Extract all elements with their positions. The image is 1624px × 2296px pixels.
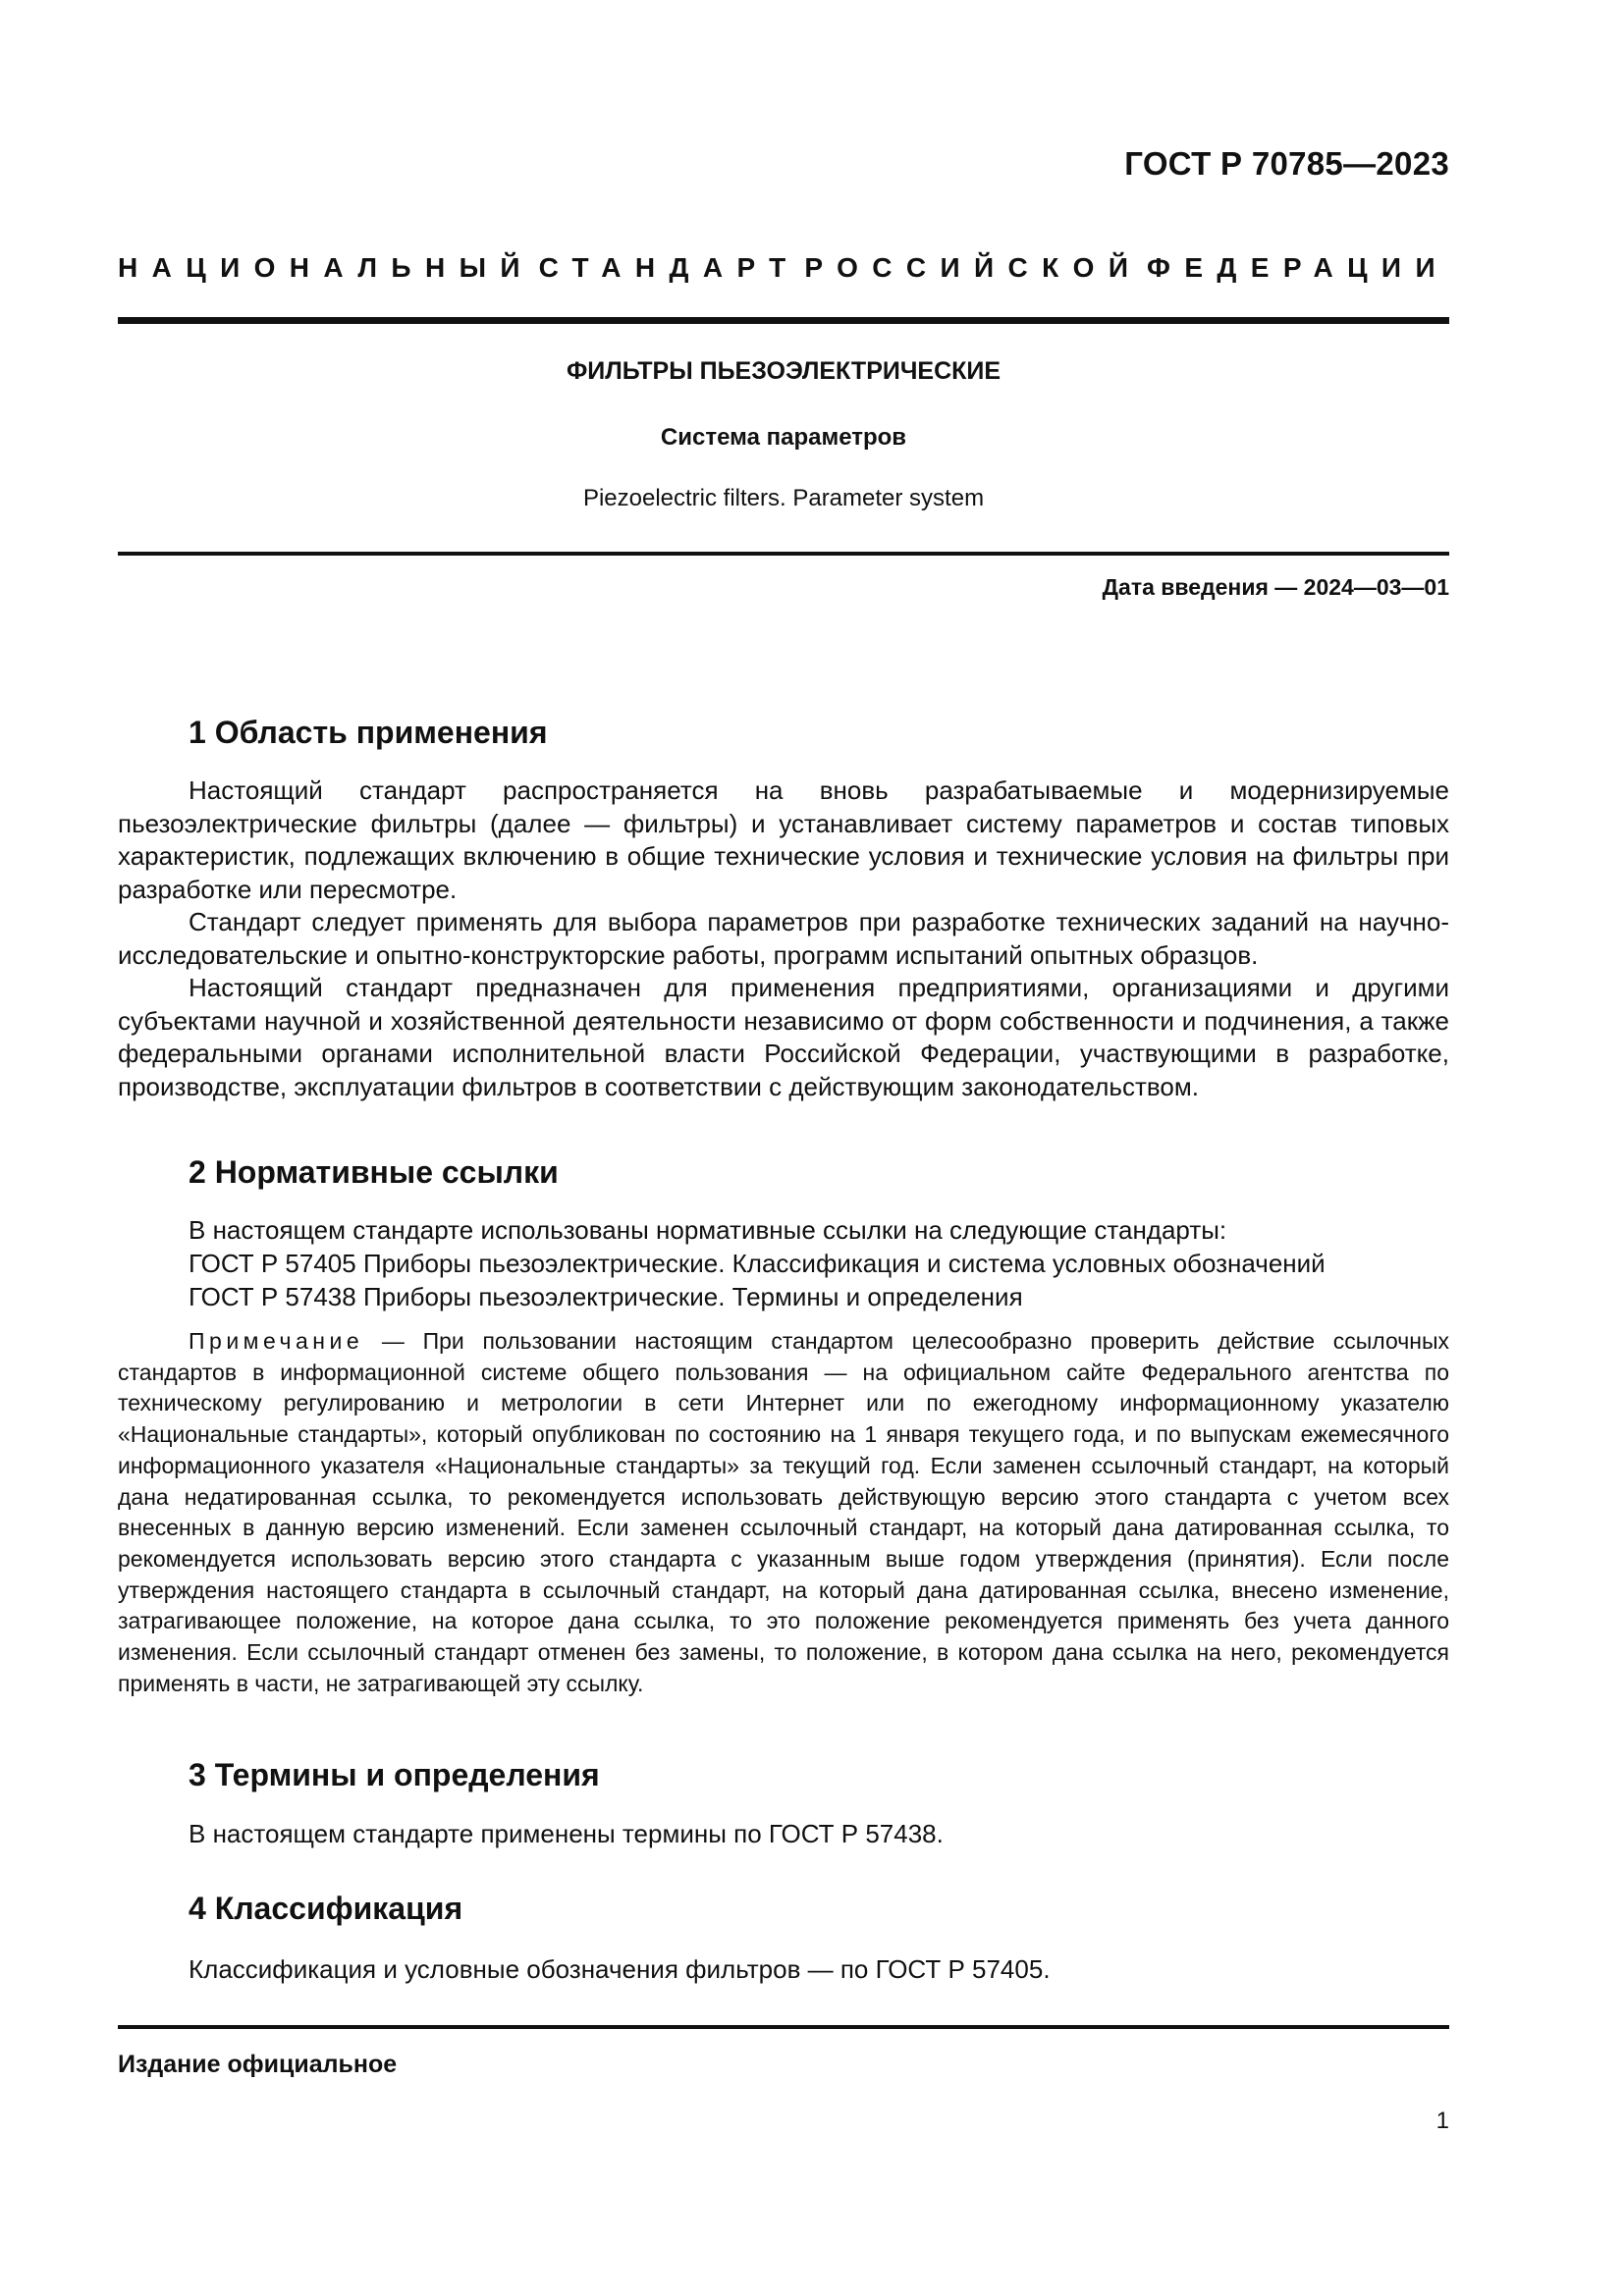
- document-title: ФИЛЬТРЫ ПЬЕЗОЭЛЕКТРИЧЕСКИЕ: [566, 357, 1001, 385]
- document-page: [118, 0, 1449, 2296]
- section-1-heading: 1 Область применения: [189, 715, 548, 750]
- banner-word-4: ФЕДЕРАЦИИ: [1147, 252, 1449, 283]
- document-subtitle: Система параметров: [660, 424, 907, 451]
- reference-gost-57405: ГОСТ Р 57405 Приборы пьезоэлектрические. Классификация и система условных обозначений: [189, 1249, 1326, 1278]
- note-text: — При пользовании настоящим стандартом целесообразно проверить действие ссылочных стандартов в информационной системе общего пользования — на официальном сайте Федерального агентства по техническому регулированию и метрологии в сети Интернет или по ежегодному информационному указателю «Национальные стандарты», который опубликован по состоянию на 1 января текущего года, и по выпускам ежемесячного информационного указателя «Национальные стандарты» за текущий год. Если заменен ссылочный стандарт, на который дана недатированная ссылка, то рекомендуется использовать действующую версию этого стандарта с учетом всех внесенных в данную версию изменений. Если заменен ссылочный стандарт, на который дана датированная ссылка, то рекомендуется использовать версию этого стандарта с указанным выше годом утверждения (принятия). Если после утверждения настоящего стандарта в ссылочный стандарт, на который дана датированная ссылка, внесено изменение, затрагивающее положение, на которое дана ссылка, то это положение рекомендуется применять без учета данного изменения. Если ссылочный стандарт отменен без замены, то положение, в котором дана ссылка на него, рекомендуется применять в части, не затрагивающей эту ссылку.: [118, 1328, 1449, 1696]
- section-4-heading: 4 Классификация: [189, 1891, 463, 1926]
- section-1-body: [118, 774, 1449, 1103]
- page-number: 1: [1435, 2108, 1449, 2134]
- header-thick-rule: [118, 317, 1449, 324]
- section-1-paragraph-1: Настоящий стандарт распространяется на вновь разрабатываемые и модернизируемые пьезоэлектрические фильтры (далее — фильтры) и устанавливает систему параметров и состав типовых характеристик, подлежащих включению в общие технические условия и технические условия на фильтры при разработке или пересмотре.: [118, 775, 1449, 904]
- section-4-text: Классификация и условные обозначения фильтров — по ГОСТ Р 57405.: [189, 1954, 1051, 1984]
- section-1-paragraph-2: Стандарт следует применять для выбора параметров при разработке технических заданий на научно-исследовательские и опытно-конструкторские работы, программ испытаний опытных образцов.: [118, 907, 1449, 970]
- national-standard-banner: [118, 252, 1449, 284]
- section-2-intro: В настоящем стандарте использованы нормативные ссылки на следующие стандарты:: [189, 1215, 1227, 1245]
- note-label: Примечание: [189, 1328, 364, 1354]
- banner-word-2: СТАНДАРТ: [538, 252, 800, 283]
- english-title: Piezoelectric filters. Parameter system: [582, 485, 985, 511]
- title-divider: [118, 552, 1449, 556]
- document-number: ГОСТ Р 70785—2023: [1124, 145, 1449, 182]
- reference-gost-57438: ГОСТ Р 57438 Приборы пьезоэлектрические. Термины и определения: [189, 1282, 1023, 1311]
- banner-word-1: НАЦИОНАЛЬНЫЙ: [118, 252, 534, 283]
- section-1-paragraph-3: Настоящий стандарт предназначен для применения предприятиями, организациями и другими субъектами научной и хозяйственной деятельности независимо от форм собственности и подчинения, а также федеральными органами исполнительной власти Российской Федерации, участвующими в разработке, производстве, эксплуатации фильтров в соответствии с действующим законодательством.: [118, 973, 1449, 1101]
- introduction-date: Дата введения — 2024—03—01: [1102, 574, 1449, 600]
- section-3-heading: 3 Термины и определения: [189, 1757, 600, 1792]
- footer-divider: [118, 2025, 1449, 2029]
- section-3-text: В настоящем стандарте применены термины по ГОСТ Р 57438.: [189, 1819, 944, 1848]
- official-edition-label: Издание официальное: [118, 2051, 398, 2078]
- banner-word-3: РОССИЙСКОЙ: [804, 252, 1143, 283]
- section-2-heading: 2 Нормативные ссылки: [189, 1154, 559, 1190]
- note-paragraph: [118, 1326, 1449, 1699]
